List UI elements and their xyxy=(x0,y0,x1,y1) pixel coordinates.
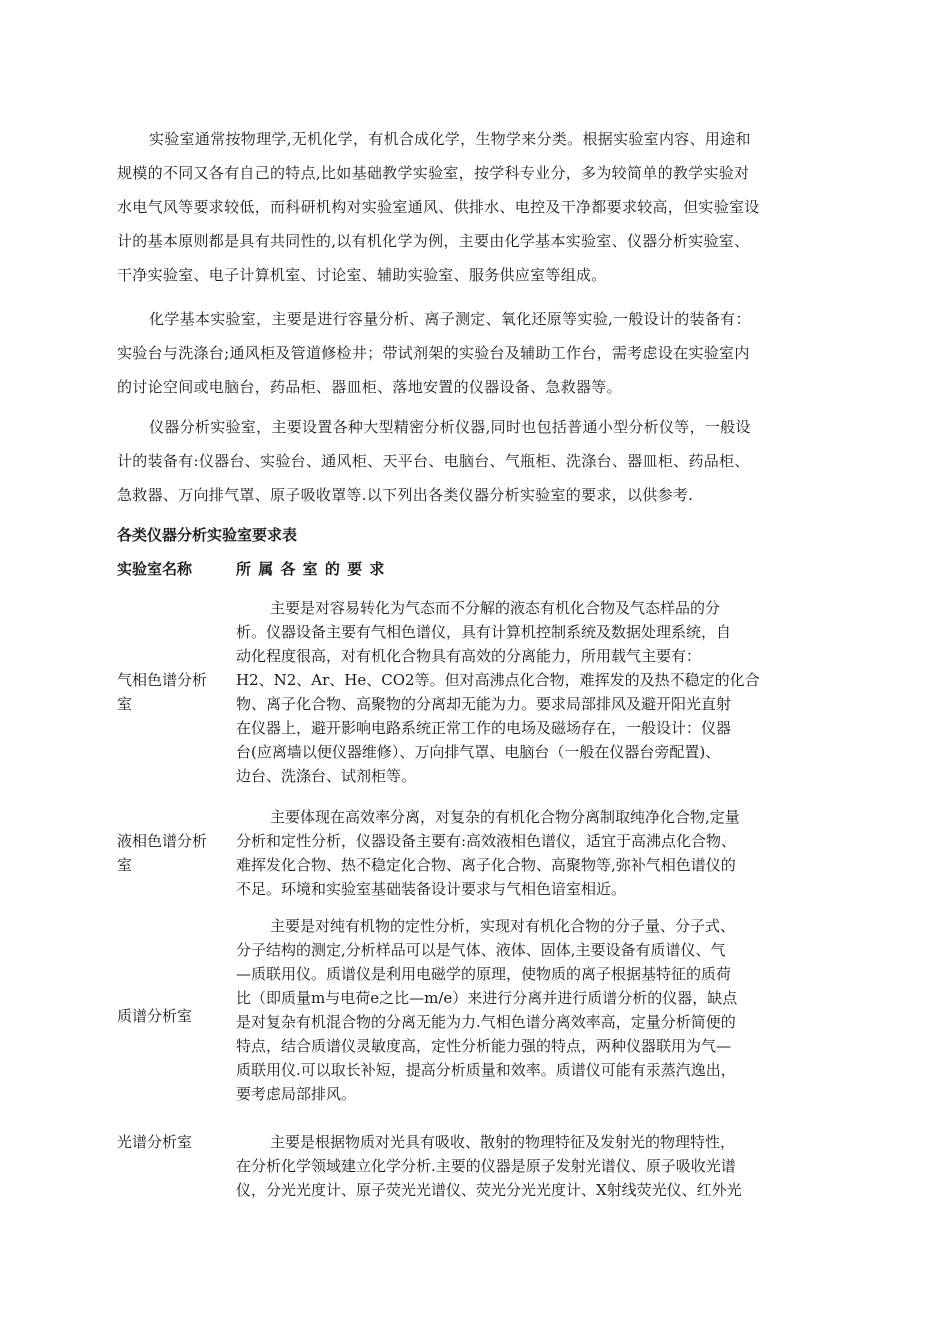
requirement-line: 要考虑局部排风。 xyxy=(236,1085,357,1103)
requirement-line: 特点，结合质谱仪灵敏度高，定性分析能力强的特点，两种仪器联用为气— xyxy=(236,1037,732,1055)
requirement-line: 质联用仪.可以取长补短，提高分析质量和效率。质谱仪可能有汞蒸汽逸出， xyxy=(236,1061,736,1079)
row-requirements xyxy=(236,596,836,788)
requirement-line: 比（即质量m与电荷e之比—m/e）来进行分离并进行质谱分析的仪器，缺点 xyxy=(236,989,738,1007)
requirement-line: 不足。环境和实验室基础装备设计要求与气相色谙室相近。 xyxy=(236,880,627,898)
requirement-line: 台(应离墙以便仪器维修）、万向排气罩、电脑台（一般在仪器台旁配置)、 xyxy=(236,743,721,761)
requirement-line: 难挥发化合物、热不稳定化合物、离子化合物、高聚物等,弥补气相色谱仪的 xyxy=(236,856,736,874)
paragraph-line: 规模的不同又各有自己的特点,比如基础教学实验室，按学科专业分，多为较简单的教学实验对 xyxy=(117,164,750,182)
paragraph-line: 实验室通常按物理学,无机化学，有机合成化学，生物学来分类。根据实验室内容、用途和 xyxy=(149,130,751,148)
row-lab-name: 气相色谱分析 室 xyxy=(117,671,208,713)
intro-paragraph-3 xyxy=(117,410,833,512)
column-header-lab-name: 实验室名称 xyxy=(117,560,193,578)
requirement-line: 分子结构的测定,分析样品可以是气体、液体、固体,主要设备有质谱仪、气 xyxy=(236,941,726,959)
requirement-line: 物、离子化合物、高聚物的分离却无能为力。要求局部排风及避开阳光直射 xyxy=(236,695,732,713)
paragraph-line: 计的装备有:仪器台、实验台、通风柜、天平台、电脑台、气瓶柜、洗涤台、器皿柜、药品柜、 xyxy=(117,452,750,470)
paragraph-line: 水电气风等要求较低，而科研机构对实验室通风、供排水、电控及干净都要求较高，但实验室设 xyxy=(117,198,760,216)
requirement-line: 在仪器上，避开影响电路系统正常工作的电场及磁场存在，一般设计：仪器 xyxy=(236,719,732,737)
requirement-line: 主要是根据物质对光具有吸收、散射的物理特征及发射光的物理特性， xyxy=(270,1133,736,1151)
row-lab-name: 质谱分析室 xyxy=(117,1007,193,1025)
requirement-line: H2、N2、Ar、He、CO2等。但对高沸点化合物，难挥发的及热不稳定的化合 xyxy=(236,671,760,689)
requirement-line: 主要是对纯有机物的定性分析，实现对有机化合物的分子量、分子式、 xyxy=(270,917,736,935)
paragraph-line: 干净实验室、电子计算机室、讨论室、辅助实验室、服务供应室等组成。 xyxy=(117,266,607,284)
requirement-line: 是对复杂有机混合物的分离无能为力.气相色谱分离效率高，定量分析简便的 xyxy=(236,1013,736,1031)
intro-paragraph-1 xyxy=(117,122,833,292)
requirement-line: 边台、洗涤台、试剂柜等。 xyxy=(236,767,417,785)
row-lab-name: 液相色谱分析 室 xyxy=(117,832,208,874)
paragraph-line: 实验台与洗涤台;通风柜及管道修检井；带试剂架的实验台及辅助工作台，需考虑设在实验室内 xyxy=(117,344,750,362)
row-requirements xyxy=(236,805,836,901)
requirement-line: —质联用仪。质谱仪是利用电磁学的原理，使物质的离子根据基特征的质荷 xyxy=(236,965,732,983)
row-requirements xyxy=(236,1130,836,1202)
requirement-line: 主要是对容易转化为气态而不分解的液态有机化合物及气态样品的分 xyxy=(270,599,721,617)
column-header-requirements: 所 属 各 室 的 要 求 xyxy=(236,560,386,578)
paragraph-line: 计的基本原则都是具有共同性的,以有机化学为例，主要由化学基本实验室、仪器分析实验室、 xyxy=(117,232,750,250)
row-lab-name: 光谱分析室 xyxy=(117,1133,193,1151)
intro-paragraph-2 xyxy=(117,302,833,404)
requirement-line: 析。仪器设备主要有气相色谱仪，具有计算机控制系统及数据处理系统，自 xyxy=(236,623,732,641)
requirement-line: 动化程度很高，对有机化合物具有高效的分离能力，所用载气主要有： xyxy=(236,647,702,665)
requirement-line: 主要体现在高效率分离，对复杂的有机化合物分离制取纯净化合物,定量 xyxy=(270,808,740,826)
requirement-line: 仪，分光光度计、原子荧光光谱仪、荧光分光光度计、X射线荧光仪、红外光 xyxy=(236,1181,742,1199)
paragraph-line: 急救器、万向排气罩、原子吸收罩等.以下列出各类仪器分析实验室的要求，以供参考. xyxy=(117,486,694,504)
requirement-line: 在分析化学领域建立化学分析.主要的仪器是原子发射光谱仪、原子吸收光谱 xyxy=(236,1157,736,1175)
paragraph-line: 仪器分析实验室，主要设置各种大型精密分析仪器,同时也包括普通小型分析仪等，一般设 xyxy=(149,418,751,436)
table-title: 各类仪器分析实验室要求表 xyxy=(117,526,298,544)
paragraph-line: 化学基本实验室，主要是进行容量分析、离子测定、氧化还原等实验,一般设计的装备有： xyxy=(149,310,751,328)
row-requirements xyxy=(236,914,836,1106)
requirement-line: 分析和定性分析，仪器设备主要有:高效液相色谱仪，适宜于高沸点化合物、 xyxy=(236,832,737,850)
paragraph-line: 的讨论空间或电脑台，药品柜、器皿柜、落地安置的仪器设备、急救器等。 xyxy=(117,378,622,396)
